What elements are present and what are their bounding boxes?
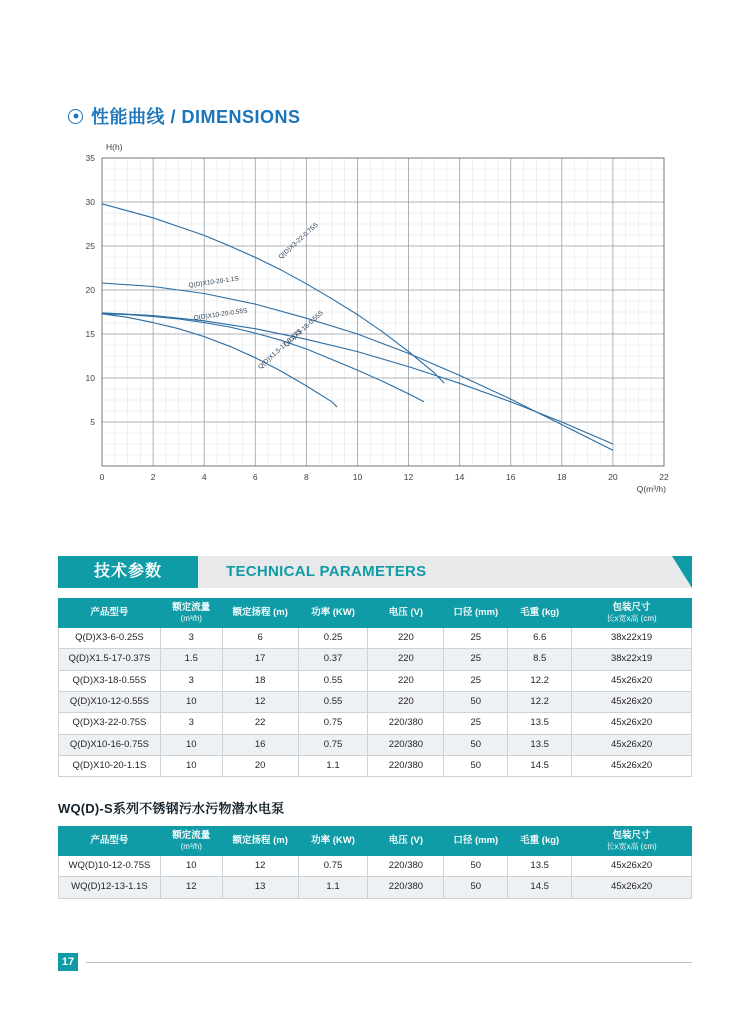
table-row (59, 649, 692, 670)
cell-value: 38x22x19 (572, 627, 692, 648)
cell-value: 45x26x20 (572, 755, 692, 776)
column-header-5: 口径 (mm) (444, 599, 508, 628)
cell-value: 220 (368, 691, 444, 712)
column-header-6: 毛重 (kg) (508, 827, 572, 856)
cell-value: 0.55 (298, 691, 368, 712)
table-body (59, 627, 692, 776)
cell-value: 10 (160, 855, 222, 876)
table-row (59, 755, 692, 776)
section-heading (68, 103, 301, 129)
cell-value: 25 (444, 649, 508, 670)
parameters-table-primary (58, 598, 692, 777)
column-header-3: 功率 (KW) (298, 827, 368, 856)
cell-value: 25 (444, 713, 508, 734)
table-header-row (59, 827, 692, 856)
svg-text:20: 20 (608, 472, 618, 482)
cell-value: 1.1 (298, 755, 368, 776)
svg-text:0: 0 (99, 472, 105, 482)
svg-text:Q(m³/h): Q(m³/h) (636, 484, 666, 494)
cell-value: 0.55 (298, 670, 368, 691)
table-row (59, 691, 692, 712)
cell-value: 6 (222, 627, 298, 648)
cell-value: 16 (222, 734, 298, 755)
cell-model: Q(D)X10-16-0.75S (59, 734, 161, 755)
cell-model: Q(D)X3-22-0.75S (59, 713, 161, 734)
tech-banner-en-label: TECHNICAL PARAMETERS (226, 563, 427, 580)
cell-value: 3 (160, 670, 222, 691)
cell-value: 220 (368, 649, 444, 670)
target-dot-icon (68, 109, 83, 124)
cell-value: 50 (444, 755, 508, 776)
table-row (59, 713, 692, 734)
table-row (59, 734, 692, 755)
cell-value: 8.5 (508, 649, 572, 670)
table-row (59, 877, 692, 898)
cell-value: 45x26x20 (572, 670, 692, 691)
svg-text:20: 20 (85, 285, 95, 295)
column-header-6: 毛重 (kg) (508, 599, 572, 628)
cell-value: 12 (222, 691, 298, 712)
cell-value: 3 (160, 627, 222, 648)
column-header-2: 额定扬程 (m) (222, 827, 298, 856)
column-header-4: 电压 (V) (368, 827, 444, 856)
table-body (59, 855, 692, 898)
cell-value: 0.25 (298, 627, 368, 648)
cell-value: 45x26x20 (572, 734, 692, 755)
cell-value: 13 (222, 877, 298, 898)
cell-value: 0.37 (298, 649, 368, 670)
cell-value: 25 (444, 627, 508, 648)
tech-banner-cn-label: 技术参数 (93, 563, 162, 580)
performance-curve-chart (60, 136, 680, 516)
cell-value: 220/380 (368, 734, 444, 755)
banner-corner-decoration (672, 556, 692, 588)
cell-value: 50 (444, 855, 508, 876)
parameters-table-secondary (58, 826, 692, 899)
cell-value: 220 (368, 670, 444, 691)
svg-text:15: 15 (85, 329, 95, 339)
cell-value: 220/380 (368, 713, 444, 734)
section-title: 性能曲线 / DIMENSIONS (91, 107, 301, 127)
cell-value: 45x26x20 (572, 713, 692, 734)
cell-value: 1.1 (298, 877, 368, 898)
table-row (59, 670, 692, 691)
svg-text:Q(D)X3-22-0.75S: Q(D)X3-22-0.75S (277, 221, 320, 261)
column-header-5: 口径 (mm) (444, 827, 508, 856)
cell-value: 17 (222, 649, 298, 670)
cell-value: 13.5 (508, 713, 572, 734)
cell-value: 12.2 (508, 670, 572, 691)
cell-model: Q(D)X3-6-0.25S (59, 627, 161, 648)
cell-value: 12 (222, 855, 298, 876)
svg-text:16: 16 (505, 472, 516, 482)
tech-parameters-banner (58, 556, 692, 588)
svg-text:30: 30 (85, 197, 95, 207)
cell-value: 220/380 (368, 755, 444, 776)
table-header-row (59, 599, 692, 628)
cell-value: 14.5 (508, 755, 572, 776)
table-row (59, 627, 692, 648)
cell-value: 14.5 (508, 877, 572, 898)
svg-text:Q(D)X10-20-1.1S: Q(D)X10-20-1.1S (188, 275, 240, 290)
cell-value: 0.75 (298, 734, 368, 755)
cell-value: 20 (222, 755, 298, 776)
svg-text:12: 12 (403, 472, 414, 482)
svg-text:Q(D)X10-20-0.55S: Q(D)X10-20-0.55S (193, 307, 248, 322)
cell-value: 220 (368, 627, 444, 648)
column-header-1: 额定流量 (m³/h) (160, 827, 222, 856)
svg-text:18: 18 (557, 472, 567, 482)
column-header-7: 包装尺寸 长x宽x高 (cm) (572, 827, 692, 856)
cell-value: 10 (160, 691, 222, 712)
cell-value: 10 (160, 734, 222, 755)
svg-text:10: 10 (352, 472, 363, 482)
column-header-1: 额定流量 (m³/h) (160, 599, 222, 628)
cell-value: 12.2 (508, 691, 572, 712)
page-number: 17 (58, 953, 78, 971)
cell-value: 13.5 (508, 734, 572, 755)
svg-text:2: 2 (150, 472, 156, 482)
cell-value: 6.6 (508, 627, 572, 648)
cell-value: 12 (160, 877, 222, 898)
cell-value: 10 (160, 755, 222, 776)
cell-value: 45x26x20 (572, 855, 692, 876)
column-header-4: 电压 (V) (368, 599, 444, 628)
column-header-0: 产品型号 (59, 599, 161, 628)
svg-text:25: 25 (85, 241, 95, 251)
cell-value: 50 (444, 877, 508, 898)
cell-value: 50 (444, 691, 508, 712)
cell-model: WQ(D)12-13-1.1S (59, 877, 161, 898)
cell-value: 220/380 (368, 877, 444, 898)
svg-text:Q(D)X1.5-17-0.37S: Q(D)X1.5-17-0.37S (257, 328, 304, 371)
tech-banner-en-block (198, 556, 692, 588)
cell-value: 22 (222, 713, 298, 734)
cell-value: 38x22x19 (572, 649, 692, 670)
cell-model: Q(D)X1.5-17-0.37S (59, 649, 161, 670)
cell-value: 13.5 (508, 855, 572, 876)
cell-model: Q(D)X10-12-0.55S (59, 691, 161, 712)
column-header-2: 额定扬程 (m) (222, 599, 298, 628)
svg-text:H(h): H(h) (106, 142, 123, 152)
svg-text:14: 14 (454, 472, 465, 482)
cell-model: WQ(D)10-12-0.75S (59, 855, 161, 876)
svg-text:8: 8 (303, 472, 309, 482)
cell-value: 45x26x20 (572, 877, 692, 898)
subsection-title: WQ(D)-S系列不锈钢污水污物潜水电泵 (58, 801, 285, 816)
svg-text:22: 22 (659, 472, 669, 482)
cell-value: 50 (444, 734, 508, 755)
column-header-0: 产品型号 (59, 827, 161, 856)
cell-value: 18 (222, 670, 298, 691)
svg-text:5: 5 (90, 417, 95, 427)
svg-text:35: 35 (85, 153, 95, 163)
cell-value: 25 (444, 670, 508, 691)
tech-banner-cn-block (58, 556, 198, 588)
table-row (59, 855, 692, 876)
cell-value: 220/380 (368, 855, 444, 876)
cell-value: 0.75 (298, 713, 368, 734)
page-footer (58, 953, 692, 973)
cell-value: 45x26x20 (572, 691, 692, 712)
svg-text:10: 10 (85, 373, 95, 383)
cell-model: Q(D)X10-20-1.1S (59, 755, 161, 776)
svg-text:Q(D)X3-18-0.55S: Q(D)X3-18-0.55S (282, 309, 325, 349)
column-header-3: 功率 (KW) (298, 599, 368, 628)
cell-model: Q(D)X3-18-0.55S (59, 670, 161, 691)
column-header-7: 包装尺寸 长x宽x高 (cm) (572, 599, 692, 628)
svg-text:6: 6 (252, 472, 258, 482)
svg-text:4: 4 (201, 472, 207, 482)
cell-value: 0.75 (298, 855, 368, 876)
cell-value: 1.5 (160, 649, 222, 670)
footer-divider (86, 962, 692, 963)
cell-value: 3 (160, 713, 222, 734)
